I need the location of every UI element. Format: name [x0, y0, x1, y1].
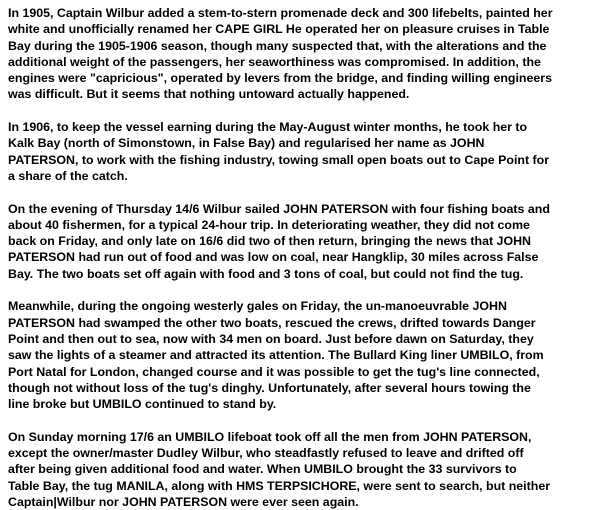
paragraph-sunday-lifeboat: On Sunday morning 17/6 an UMBILO lifeboat took off all the men from JOHN PATERSON, except the owner/master Dudley Wilbur, who steadfastly refused to leave and drifted off after being given additional food and water. When UMBILO brought the 33 survivors to Table Bay, the tug MANILA, along with HMS TERPSICHORE, were sent to search, but neither Captain|Wilbur nor JOHN PATERSON were ever seen again. — [8, 429, 551, 509]
document-body — [8, 5, 596, 510]
paragraph-1906-kalk-bay: In 1906, to keep the vessel earning during the May-August winter months, he took her to Kalk Bay (north of Simonstown, in False Bay) and regularised her name as JOHN PATERSON, to work with the fishing industry, towing small open boats out to Cape Point for a share of the catch. — [8, 120, 550, 183]
paragraph-westerly-gales: Meanwhile, during the ongoing westerly gales on Friday, the un-manoeuvrable JOHN PATERSON had swamped the other two boats, rescued the crews, drifted towards Danger Point and then out to sea, now with 34 men on board. Just before dawn on Saturday, they saw the lights of a steamer and attracted its attention. The Bullard King liner UMBILO, from Port Natal for London, changed course and it was possible to get the tug's line connected, though not without loss of the tug's dinghy. Unfortunately, after several hours towing the line broke but UMBILO continued to stand by. — [8, 299, 544, 412]
paragraph-thursday-trip: On the evening of Thursday 14/6 Wilbur sailed JOHN PATERSON with four fishing boats and about 40 fishermen, for a typical 24-hour trip. In deteriorating weather, they did not come back on Friday, and only late on 16/6 did two of then return, bringing the news that JOHN PATERSON had run out of food and was low on coal, near Hangklip, 30 miles across False Bay. The two boats set off again with food and 3 tons of coal, but could not find the tug. — [8, 201, 550, 281]
paragraph-1905-promenade-deck: In 1905, Captain Wilbur added a stem-to-stern promenade deck and 300 lifebelts, painted her white and unofficially renamed her CAPE GIRL He operated her on pleasure cruises in Table Bay during the 1905-1906 season, though many suspected that, with the alterations and the additional weight of the passengers, her seaworthiness was compromised. In addition, the engines were "capricious", operated by levers from the bridge, and finding willing engineers was difficult. But it seems that nothing untoward actually happened. — [8, 6, 553, 102]
